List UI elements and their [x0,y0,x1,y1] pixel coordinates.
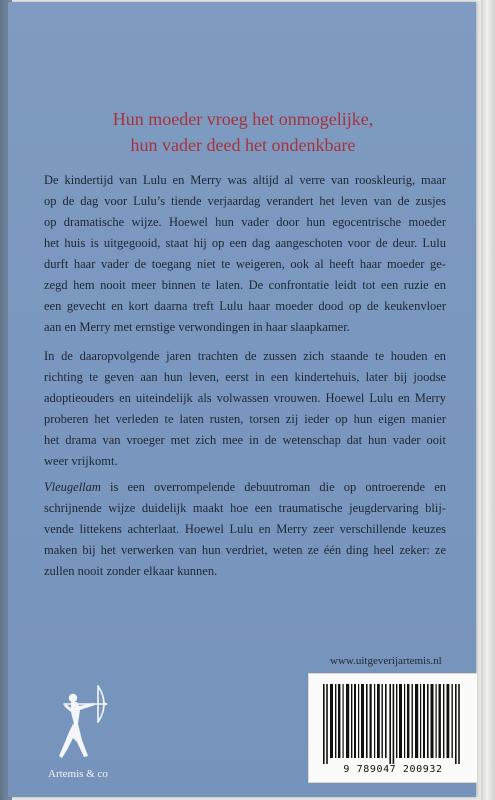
paragraph-line: maken bij het verwerken van hun verdriet, weten ze één ding heel zeker: ze [44,543,446,557]
paragraph-line: De kindertijd van Lulu en Merry was altijd al verre van rooskleurig, maar [44,173,446,187]
isbn-number: 9 789047 200932 [343,764,443,775]
paragraph-line: weer vrijkomt. [44,454,118,468]
paragraph-line-rest: is een overrompelende debuutroman die op ontroerende en [100,480,446,494]
paragraph-line: vende littekens achterlaat. Hoewel Lulu en Merry zeer verschillende keuzes [44,522,446,536]
paragraph-line: een gevecht en kort daarna treft Lulu haar moeder dood op de keukenvloer [44,299,446,313]
paragraph-line: adoptieouders en uiteindelijk als volwassen vrouwen. Hoewel Lulu en Merry [44,391,446,405]
blurb-paragraph-3 [44,477,446,582]
paragraph-line: richting te geven aan hun leven, eerst in een kindertehuis, later bij joodse [44,370,446,384]
paragraph-line: proberen het verleden te laten rusten, torsen zij ieder op hun eigen manier [44,412,446,426]
blurb-paragraph-2 [44,346,446,472]
blurb-paragraph-1 [44,170,446,338]
back-cover [8,2,476,797]
barcode-icon [323,684,463,764]
paragraph-line: het drama van vroeger met zich mee in de wetenschap dat hun vader ooit [44,433,446,447]
isbn-barcode [308,673,478,783]
paragraph-line: zullen nooit zonder elkaar kunnen. [44,564,218,578]
paragraph-line: zegd hem nooit meer binnen te laten. De confrontatie leidt tot een ruzie en [44,278,446,292]
book-title: Vleugellam [44,480,101,494]
tagline-line-1: Hun moeder vroeg het onmogelijke, [112,109,374,129]
tagline [28,106,458,158]
publisher-name: Artemis & co [48,768,108,780]
paragraph-line: In de daaropvolgende jaren trachten de zussen zich staande te houden en [44,349,446,363]
publisher-website: www.uitgeverijartemis.nl [330,655,442,667]
paragraph-line: aan en Merry met ernstige verwondingen in haar slaapkamer. [44,320,350,334]
paragraph-line [44,477,446,498]
paragraph-line: het huis is uitgegooid, staat hij op een dag aangeschoten voor de deur. Lulu [44,236,446,250]
paragraph-line: durft haar vader de toegang niet te weigeren, ook al heeft haar moeder ge- [44,257,446,271]
paragraph-line: schrijnende wijze duidelijk maakt hoe een traumatische jeugdervaring blij- [44,501,446,515]
paragraph-line: op de dag voor Lulu’s tiende verjaardag verandert het leven van de zusjes [44,194,446,208]
paragraph-line: op dramatische wijze. Hoewel hun vader door hun egocentrische moeder [44,215,446,229]
book-page-edge [481,0,495,800]
archer-logo-icon [52,682,110,762]
tagline-line-2: hun vader deed het ondenkbare [130,135,356,155]
